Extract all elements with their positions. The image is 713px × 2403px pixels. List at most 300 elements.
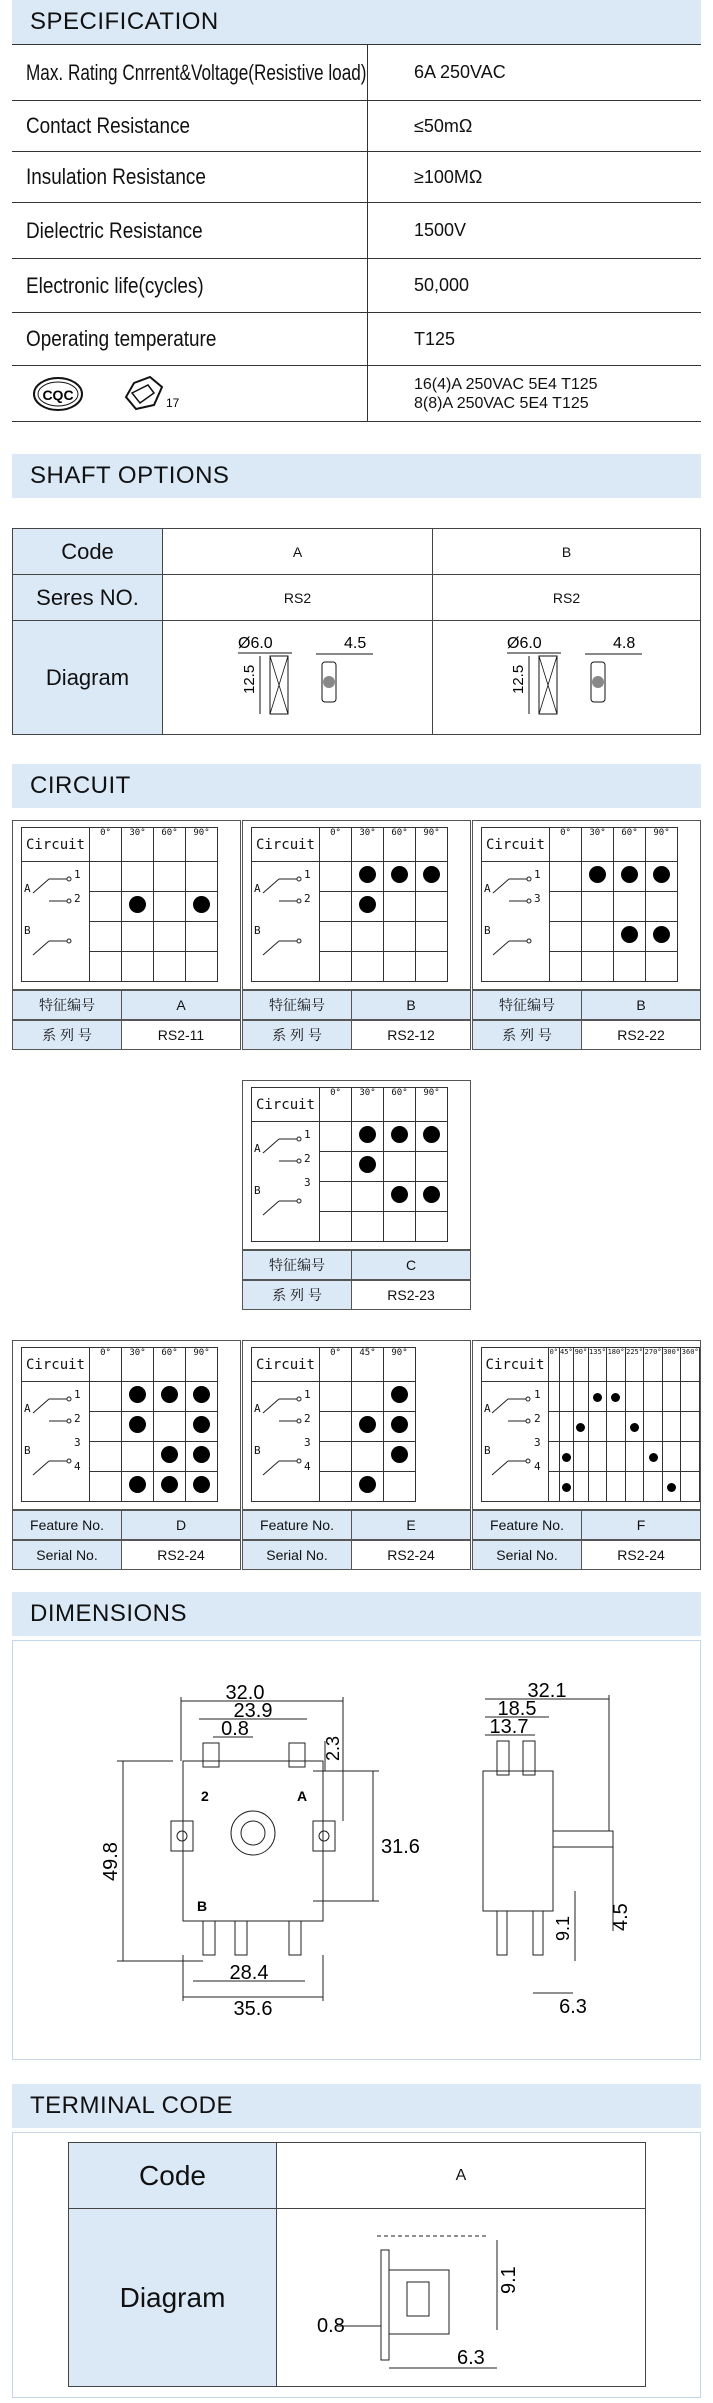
contact-cell [320,862,352,892]
spec-table [12,44,701,422]
contact-cell [90,1472,122,1502]
circuit-field-value: F [582,1510,701,1540]
circuit-field-label: 系 列 号 [12,1020,122,1050]
spec-value: ≤50mΩ [414,115,473,136]
contact-closed-dot [193,896,210,913]
contact-cell [416,862,448,892]
contact-cell [384,1152,416,1182]
contact-closed-dot [653,866,670,883]
contact-cell [574,1412,589,1442]
contact-number: 1 [304,1388,311,1401]
circuit-field-value: RS2-24 [122,1540,241,1570]
contact-cell [154,862,186,892]
terminal-letter: B [24,1444,31,1457]
contact-number: 3 [304,1436,311,1449]
angle-label: 0° [320,1088,352,1122]
contact-cell [186,862,218,892]
contact-cell [352,1212,384,1242]
angle-label: 135° [588,1348,607,1382]
contact-cell [681,1472,700,1502]
shaft-table [12,528,701,735]
contact-cell [614,952,646,982]
contact-cell [625,1472,644,1502]
contact-cell [588,1382,607,1412]
contact-cell [681,1442,700,1472]
switch-schematic [482,862,550,982]
circuit-field-value: A [122,990,241,1020]
contact-number: 2 [304,892,311,905]
contact-number: 2 [304,1152,311,1165]
contact-cell [384,1442,416,1472]
spec-label: Electronic life(cycles) [26,272,204,298]
dim-front-b1: 28.4 [229,1962,269,1984]
contact-cell [352,862,384,892]
circuit-field-label: 系 列 号 [242,1020,352,1050]
angle-label: 300° [662,1348,681,1382]
contact-cell [90,862,122,892]
contact-number: 4 [534,1460,541,1473]
contact-cell [416,922,448,952]
circuit-card [472,820,701,990]
mark-number: 17 [166,395,180,410]
contact-cell [352,892,384,922]
terminal-letter: A [254,1142,261,1155]
contact-closed-dot [359,896,376,913]
angle-label: 60° [614,828,646,862]
contact-cell [416,892,448,922]
contact-cell [320,1412,352,1442]
contact-cell [549,1442,560,1472]
spec-row [12,203,701,259]
contact-closed-dot [161,1476,178,1493]
contact-cell [625,1442,644,1472]
contact-cell [122,952,154,982]
contact-cell [550,862,582,892]
contact-cell [644,1412,663,1442]
contact-closed-dot [391,1186,408,1203]
contact-cell [154,1382,186,1412]
contact-cell [320,1122,352,1152]
contact-cell [588,1472,607,1502]
dim-front-b2: 35.6 [233,1998,273,2020]
contact-closed-dot [391,1386,408,1403]
contact-closed-dot [611,1393,620,1402]
contact-closed-dot [562,1483,571,1492]
spec-value: 6A 250VAC [414,62,506,82]
angle-label: 0° [90,1348,122,1382]
contact-cell [574,1382,589,1412]
contact-cell [186,952,218,982]
contact-closed-dot [129,1476,146,1493]
circuit-card [12,820,241,990]
specification-title: SPECIFICATION [12,0,701,44]
contact-cell [384,862,416,892]
contact-cell [320,922,352,952]
cert-line-1: 16(4)A 250VAC 5E4 T125 [414,375,598,393]
contact-closed-dot [359,1476,376,1493]
contact-cell [384,1412,416,1442]
dimensions-panel [12,1640,701,2060]
contact-cell [90,1412,122,1442]
contact-cell [352,1472,384,1502]
angle-label: 90° [416,1088,448,1122]
terminal-label-2: 2 [201,1788,209,1804]
circuit-field-value: RS2-24 [582,1540,701,1570]
cert-line-2: 8(8)A 250VAC 5E4 T125 [414,394,589,412]
contact-closed-dot [129,896,146,913]
contact-cell [384,1122,416,1152]
contact-cell [186,892,218,922]
contact-cell [588,1412,607,1442]
contact-cell [416,1152,448,1182]
contact-cell [550,952,582,982]
contact-cell [384,1182,416,1212]
contact-cell [614,862,646,892]
contact-cell [662,1472,681,1502]
circuit-field-label: Serial No. [472,1540,582,1570]
circuit-field-label: 特征编号 [12,990,122,1020]
dimensions-title: DIMENSIONS [12,1592,701,1636]
contact-closed-dot [359,1126,376,1143]
switch-schematic [22,1382,90,1502]
contact-number: 2 [74,1412,81,1425]
terminal-diagram [277,2210,645,2380]
circuit-field-value: RS2-23 [352,1280,471,1310]
contact-cell [614,892,646,922]
terminal-letter: B [484,924,491,937]
circuit-card-labels [472,990,701,1050]
contact-closed-dot [391,866,408,883]
circuit-field-value: RS2-12 [352,1020,471,1050]
terminal-letter: A [24,882,31,895]
contact-cell [607,1382,626,1412]
angle-label: 45° [352,1348,384,1382]
svg-text:4.5: 4.5 [343,635,366,652]
contact-number: 1 [534,1388,541,1401]
contact-cell [90,1442,122,1472]
terminal-dim-width: 6.3 [457,2347,485,2369]
angle-label: 0° [320,1348,352,1382]
spec-row-cert [12,366,701,422]
spec-value: T125 [414,328,456,349]
contact-cell [122,922,154,952]
contact-number: 3 [534,1436,541,1449]
angle-label: 30° [122,828,154,862]
circuit-label: Circuit [252,1348,320,1382]
contact-number: 3 [304,1176,311,1189]
angle-label: 270° [644,1348,663,1382]
contact-cell [416,952,448,982]
contact-cell [352,1182,384,1212]
shaft-code-a: A [163,529,433,575]
contact-cell [582,892,614,922]
spec-row [12,101,701,152]
circuit-card-labels [242,1250,471,1310]
angle-label: 90° [384,1348,416,1382]
circuit-card [242,1080,471,1250]
contact-cell [320,1472,352,1502]
contact-number: 3 [74,1436,81,1449]
angle-label: 30° [582,828,614,862]
angle-label: 60° [154,1348,186,1382]
contact-cell [549,1472,560,1502]
contact-number: 3 [534,892,541,905]
terminal-letter: A [484,1402,491,1415]
dim-front-h2: 31.6 [381,1836,420,1858]
angle-label: 90° [186,1348,218,1382]
contact-number: 1 [74,1388,81,1401]
contact-closed-dot [423,866,440,883]
contact-closed-dot [653,926,670,943]
contact-cell [384,952,416,982]
terminal-dim-height: 9.1 [498,2266,520,2294]
contact-closed-dot [621,866,638,883]
contact-cell [646,952,678,982]
dim-front-w3: 0.8 [221,1718,249,1740]
switch-schematic [22,862,90,982]
contact-cell [607,1472,626,1502]
circuit-label: Circuit [482,828,550,862]
contact-cell [320,892,352,922]
dimensions-drawing [13,1641,702,2061]
terminal-letter: A [24,1402,31,1415]
circuit-label: Circuit [252,1088,320,1122]
angle-label: 90° [186,828,218,862]
contact-cell [352,1442,384,1472]
contact-number: 4 [74,1460,81,1473]
contact-cell [559,1472,574,1502]
contact-closed-dot [562,1453,571,1462]
contact-cell [320,1442,352,1472]
circuit-field-label: 特征编号 [242,990,352,1020]
dim-side-w3: 13.7 [489,1716,529,1738]
circuit-title: CIRCUIT [12,764,701,808]
circuit-field-value: D [122,1510,241,1540]
switch-schematic [482,1382,549,1502]
side-view [483,1695,613,1993]
spec-label: Insulation Resistance [26,164,206,189]
contact-cell [384,1212,416,1242]
contact-number: 1 [304,1128,311,1141]
contact-closed-dot [129,1386,146,1403]
contact-closed-dot [391,1126,408,1143]
contact-cell [154,1472,186,1502]
circuit-field-value: C [352,1250,471,1280]
circuit-label: Circuit [482,1348,549,1382]
contact-number: 4 [304,1460,311,1473]
contact-cell [352,1152,384,1182]
contact-cell [384,1382,416,1412]
switch-schematic [252,862,320,982]
contact-cell [625,1412,644,1442]
dim-side-h1: 9.1 [553,1915,573,1941]
spec-label: Operating temperature [26,326,217,351]
angle-label: 60° [384,828,416,862]
contact-cell [384,922,416,952]
contact-closed-dot [589,866,606,883]
circuit-card [12,1340,241,1510]
contact-closed-dot [359,866,376,883]
contact-number: 2 [74,892,81,905]
switch-schematic [252,1382,320,1502]
dim-front-h3: 49.8 [100,1842,122,1881]
angle-label: 0° [550,828,582,862]
contact-cell [122,1382,154,1412]
contact-closed-dot [193,1416,210,1433]
shaft-options-title: SHAFT OPTIONS [12,454,701,498]
contact-cell [352,922,384,952]
circuit-field-value: B [582,990,701,1020]
shaft-series-b: RS2 [433,575,701,621]
contact-cell [90,892,122,922]
spec-row [12,152,701,203]
cqc-text: CQC [42,386,74,403]
contact-cell [644,1382,663,1412]
angle-label: 0° [90,828,122,862]
contact-cell [154,1442,186,1472]
circuit-field-label: 特征编号 [242,1250,352,1280]
angle-label: 90° [646,828,678,862]
contact-closed-dot [576,1423,585,1432]
contact-cell [574,1472,589,1502]
contact-cell [644,1472,663,1502]
terminal-letter: A [254,882,261,895]
dim-side-h2: 4.5 [610,1903,632,1931]
circuit-area [12,820,701,1563]
circuit-field-label: Feature No. [472,1510,582,1540]
ccc-mark-icon [126,377,180,410]
contact-cell [625,1382,644,1412]
terminal-letter: B [24,924,31,937]
contact-cell [186,1382,218,1412]
circuit-card-labels [472,1510,701,1570]
contact-cell [352,1122,384,1152]
contact-cell [646,892,678,922]
contact-closed-dot [391,1446,408,1463]
contact-number: 1 [534,868,541,881]
switch-schematic [252,1122,320,1242]
shaft-series-a: RS2 [163,575,433,621]
terminal-code-table [68,2142,646,2387]
contact-closed-dot [423,1126,440,1143]
spec-row [12,45,701,101]
circuit-field-value: RS2-24 [352,1540,471,1570]
contact-cell [681,1412,700,1442]
angle-label: 360° [681,1348,700,1382]
angle-label: 90° [416,828,448,862]
contact-cell [550,922,582,952]
contact-cell [384,892,416,922]
contact-number: 2 [304,1412,311,1425]
contact-cell [582,922,614,952]
contact-cell [154,892,186,922]
contact-closed-dot [630,1423,639,1432]
contact-cell [549,1382,560,1412]
contact-closed-dot [359,1416,376,1433]
certification-logos [26,371,226,417]
contact-cell [122,1442,154,1472]
contact-cell [646,862,678,892]
contact-cell [122,892,154,922]
contact-cell [186,1472,218,1502]
contact-cell [662,1442,681,1472]
contact-cell [320,1182,352,1212]
circuit-card [472,1340,701,1510]
contact-cell [582,952,614,982]
angle-label: 0° [549,1348,560,1382]
contact-cell [154,1412,186,1442]
spec-label: Max. Rating Cnrrent&Voltage(Resistive load) [26,59,367,85]
contact-closed-dot [193,1386,210,1403]
circuit-field-label: 系 列 号 [472,1020,582,1050]
contact-cell [574,1442,589,1472]
contact-closed-dot [193,1446,210,1463]
contact-cell [90,922,122,952]
contact-cell [352,1412,384,1442]
contact-cell [588,1442,607,1472]
terminal-label-b: B [197,1898,208,1914]
contact-cell [662,1412,681,1442]
contact-closed-dot [391,1416,408,1433]
angle-label: 45° [559,1348,574,1382]
terminal-letter: A [254,1402,261,1415]
angle-label: 60° [154,828,186,862]
contact-cell [90,1382,122,1412]
circuit-field-label: Feature No. [12,1510,122,1540]
terminal-letter: B [254,924,261,937]
contact-cell [559,1382,574,1412]
circuit-field-label: Serial No. [12,1540,122,1570]
contact-cell [154,952,186,982]
contact-cell [320,1382,352,1412]
circuit-label: Circuit [22,1348,90,1382]
contact-closed-dot [593,1393,602,1402]
contact-cell [607,1412,626,1442]
circuit-field-value: RS2-11 [122,1020,241,1050]
circuit-card [242,820,471,990]
dim-front-w1: 32.0 [225,1682,265,1704]
spec-value: ≥100MΩ [414,166,483,187]
spec-label: Contact Resistance [26,113,191,138]
circuit-field-label: 特征编号 [472,990,582,1020]
dim-side-b1: 6.3 [559,1996,587,2018]
circuit-card-labels [12,990,241,1050]
contact-closed-dot [649,1453,658,1462]
terminal-code-value: A [277,2143,646,2209]
contact-cell [320,1152,352,1182]
angle-label: 180° [607,1348,626,1382]
dim-front-h1: 2.3 [323,1735,343,1761]
contact-closed-dot [193,1476,210,1493]
angle-label: 0° [320,828,352,862]
contact-cell [384,1472,416,1502]
contact-number: 1 [304,868,311,881]
dim-front-w2: 23.9 [233,1700,273,1722]
terminal-letter: B [484,1444,491,1457]
contact-cell [559,1442,574,1472]
contact-cell [352,1382,384,1412]
contact-cell [416,1212,448,1242]
terminal-label-a: A [297,1788,308,1804]
contact-closed-dot [667,1483,676,1492]
dim-side-w1: 32.1 [527,1680,567,1702]
spec-row [12,313,701,366]
circuit-card [242,1340,471,1510]
shaft-header-code: Code [13,529,163,575]
terminal-letter: B [254,1184,261,1197]
angle-label: 30° [352,1088,384,1122]
circuit-card-labels [12,1510,241,1570]
